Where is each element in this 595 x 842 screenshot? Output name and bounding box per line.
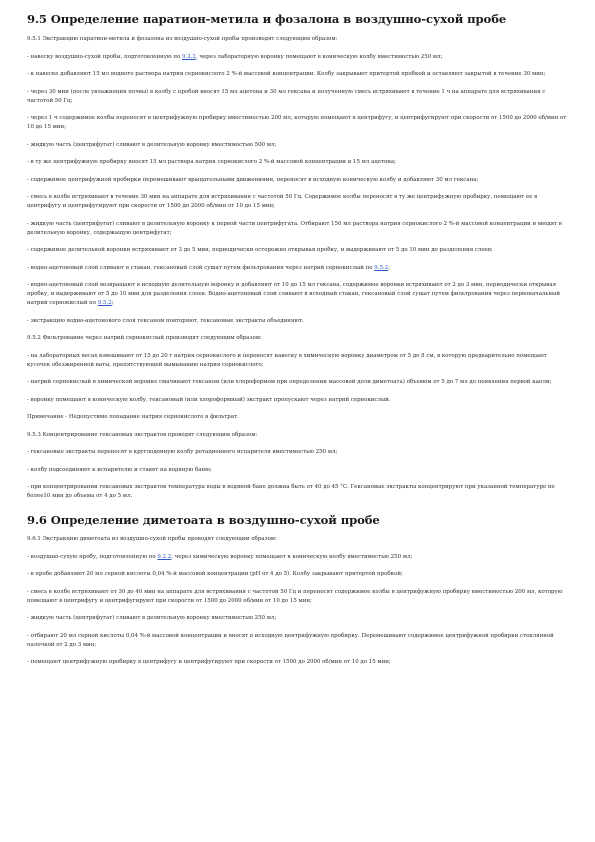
paragraph xyxy=(27,53,568,62)
paragraph: - в ту же центрифужную пробирку вносят 15 мл раствора натрия сернокислого 2 %-й массовой концентрации и 15 мл ацетона; xyxy=(27,159,396,165)
clause-link-9-5-2[interactable]: 9.5.2 xyxy=(374,264,389,271)
clause-link-9-2-2[interactable]: 9.2.2 xyxy=(157,553,172,560)
paragraph: - экстракцию водно-ацетонового слоя гексаном повторяют, гексановые экстракты объединяют. xyxy=(27,317,304,324)
section-heading-9-5: 9.5 Определение паратион-метила и фозалона в воздушно-сухой пробе xyxy=(27,12,507,26)
section-9-5-body xyxy=(27,35,568,501)
note: Примечание - Недопустимо попадание натрия сернокислого в фильтрат. xyxy=(27,414,239,420)
paragraph-text: - воздушно-сухую пробу, подготовленную по xyxy=(27,553,158,560)
section-9-6-body xyxy=(27,535,568,667)
paragraph: - в пробе добавляют 20 мл серной кислоты 0,04 %-й массовой концентрации (рН от 4 до 5). Колбу закрывают притертой пробкой; xyxy=(27,571,403,577)
paragraph xyxy=(27,281,568,308)
paragraph: - смесь в колбе встряхивают от 30 до 40 мин на аппарате для встряхивания с частотой 50 Гц и переносят содержимое колбы в центрифужную пробирку вместимостью 200 мл, которую помещают в центрифугу и центрифугируют при скорости от 1500 до 2000 об/мин от 10 до 15 мин; xyxy=(27,588,563,604)
paragraph xyxy=(27,264,568,273)
paragraph: - через 1 ч содержимое колбы переносят в центрифужную пробирку вместимостью 200 мл, которую помещают в центрифугу, и центрифугируют при скорости от 1500 до 2000 об/мин от 10 до 15 мин; xyxy=(27,115,567,130)
section-heading-9-6: 9.6 Определение диметоата в воздушно-сухой пробе xyxy=(27,513,380,527)
paragraph: - колбу подсоединяют к испарителю и ставят на водяную баню; xyxy=(27,466,212,473)
paragraph xyxy=(27,553,568,562)
paragraph-text: - навеску воздушно-сухой пробы, подготовленную по xyxy=(27,53,183,60)
paragraph: 9.5.1 Экстракцию паратион-метила и фозалона из воздушно-сухой пробы производят следующим образом: xyxy=(27,36,338,42)
paragraph-text: ; xyxy=(111,300,114,306)
paragraph: - жидкую часть (центрифугат) сливают в делительную воронку к первой части центрифугата. Отбирают 150 мл раствора натрия сернокислого 2 %-й массовой концентрации и вводят в делительную воронку, содержащую центрифугат; xyxy=(27,220,562,236)
paragraph: 9.5.3 Концентрирование гексановых экстрактов проводят следующим образом: xyxy=(27,431,258,438)
paragraph-text: ; xyxy=(388,264,390,271)
paragraph: - жидкую часть (центрифугат) сливают в делительную воронку вместимостью 250 мл; xyxy=(27,615,277,621)
clause-link-9-5-2[interactable]: 9.5.2 xyxy=(97,300,112,306)
paragraph: - содержимое центрифужной пробирки перемешивают вращательными движениями, переносят в исходную коническую колбу и добавляют 30 мл гексана; xyxy=(27,176,479,183)
paragraph-text: - водно-ацетоновый слой возвращают в исходную делительную воронку и добавляют от 10 до 15 мл гексана, содержимое воронки встряхивают от 2 до 3 мин, периодически открывая пробку, и выдерживают от 5 до 10 мин для разделения слоев. Водно-ацетоновый слой сливают в исходный стакан, гексановый слой сушат путем фильтрования через первоначальный натрий сернокислый по xyxy=(27,282,560,306)
paragraph: - к навеске добавляют 15 мл водного раствора натрия сернокислого 2 %-й массовой концентрации. Колбу закрывают притертой пробкой и оставляют закрытой в течение 30 мин; xyxy=(27,71,546,77)
paragraph-text: - водно-ацетоновый слой сливают в стакан, гексановый слой сушат путем фильтрования через натрий сернокислый по xyxy=(27,264,375,271)
paragraph: - отбирают 20 мл серной кислоты 0,04 %-й массовой концентрации и вносят в исходную центрифужную пробирку. Перемешивают содержимое центрифужной пробирки стеклянной палочкой от 2 до 3 мин; xyxy=(27,632,554,648)
paragraph: - помещают центрифужную пробирку в центрифугу и центрифугируют при скорости от 1500 до 2000 об/мин от 10 до 15 мин; xyxy=(27,659,391,665)
paragraph: - гексановые экстракты переносят в круглодонную колбу ротационного испарителя вместимостью 250 мл; xyxy=(27,449,338,455)
paragraph: - на лабораторных весах взвешивают от 15 до 20 г натрия сернокислого и переносят навеску в химическую воронку диаметром от 5 до 8 см, в которую предварительно помещают кусочек обезжиренной ваты, препятствующей вымыванию натрия сернокислого; xyxy=(27,352,547,368)
paragraph: 9.5.2 Фильтрование через натрий сернокислый производят следующим образом: xyxy=(27,335,262,341)
paragraph: - при концентрировании гексановых экстрактов температура воды в водяной бане должна быть от 40 до 45 °С. Гексановые экстракты концентрируют при указанной температуре не более10 мин до объема от 4 до 5 мл. xyxy=(27,484,555,499)
paragraph-text: , через лабораторную воронку помещают в коническую колбу вместимостью 250 мл; xyxy=(195,53,443,60)
paragraph: - воронку помещают в коническую колбу, гексановый (или хлороформный) экстракт пропускают через натрий сернокислый. xyxy=(27,396,391,403)
paragraph: - содержимое делительной воронки встряхивают от 3 до 5 мин, периодически осторожно открывая пробку, и выдерживают от 5 до 10 мин до разделения слоев; xyxy=(27,247,493,253)
paragraph: - через 30 мин (после увлажнения почвы) в колбу с пробой вносят 15 мл ацетона и 30 мл гексана и полученную смесь встряхивают в течение 1 ч на аппарате для встряхивания с частотой 50 Гц; xyxy=(27,88,546,104)
paragraph: - смесь в колбе встряхивают в течение 30 мин на аппарате для встряхивания с частотой 50 Гц. Содержимое колбы переносят в ту же центрифужную пробирку, помещают ее в центрифугу и центрифугируют при скорости от 1500 до 2000 об/мин от 10 до 15 мин; xyxy=(27,194,538,209)
paragraph: 9.6.1 Экстракцию диметоата из воздушно-сухой пробы проводят следующим образом: xyxy=(27,536,277,542)
paragraph-text: , через химическую воронку помещают в коническую колбу вместимостью 250 мл; xyxy=(171,553,413,560)
paragraph: - натрий сернокислый в химической воронке смачивают гексаном (или хлороформом при определении массовой доли диметоата) объемом от 5 до 7 мл до появления первой капли; xyxy=(27,379,552,385)
clause-link-9-2-2[interactable]: 9.2.2 xyxy=(182,53,196,60)
paragraph: - жидкую часть (центрифугат) сливают в делительную воронку вместимостью 500 мл; xyxy=(27,141,277,148)
